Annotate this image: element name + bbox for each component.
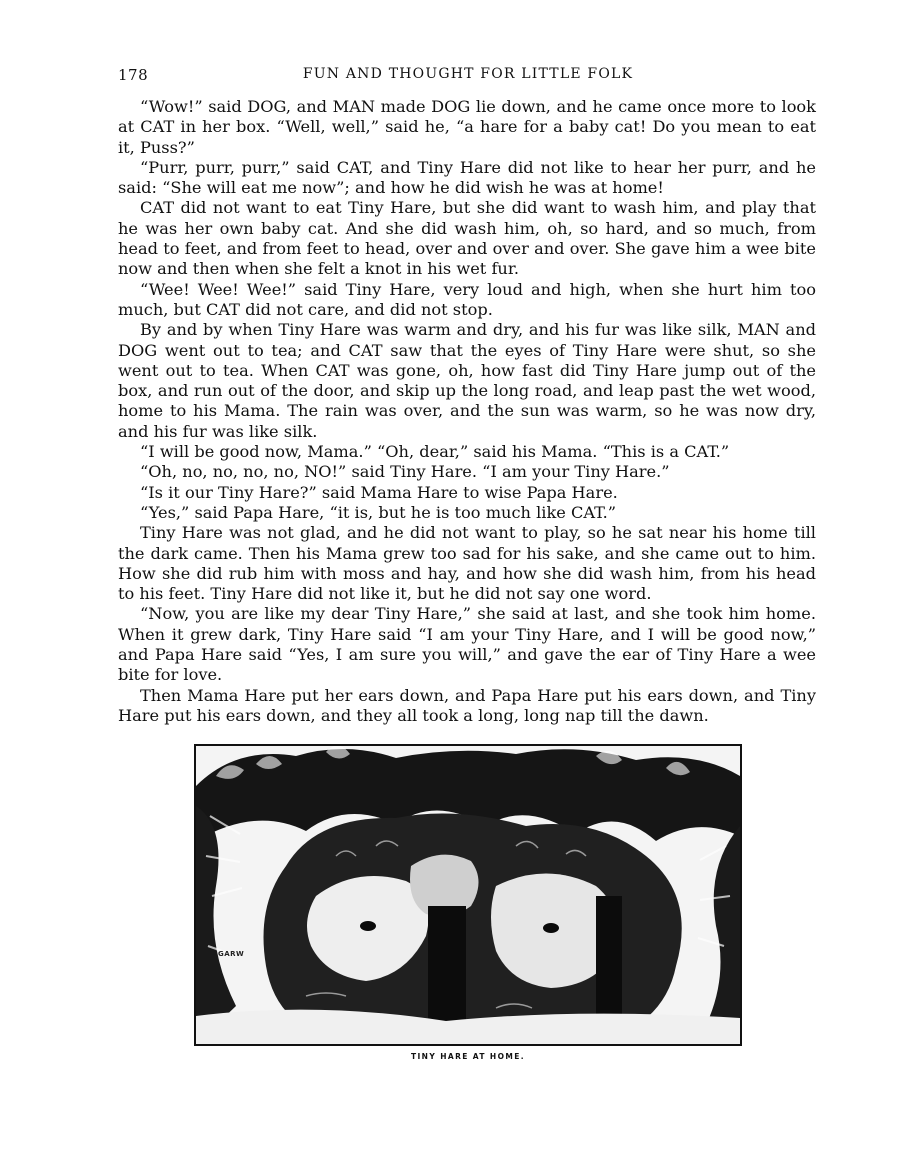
- page-header: [118, 66, 818, 88]
- paragraph: By and by when Tiny Hare was warm and dry, and his fur was like silk, MAN and DOG went out to tea; and CAT saw that the eyes of Tiny Hare were shut, so she went out to tea. When CAT was gone, oh, how fast did Tiny Hare jump out of the box, and run out of the door, and skip up the long road, and leap past the wet wood, home to his Mama. The rain was over, and the sun was warm, so he was now dry, and his fur was like silk.: [118, 320, 816, 441]
- paragraph: “Wee! Wee! Wee!” said Tiny Hare, very loud and high, when she hurt him too much, but CAT did not care, and did not stop.: [118, 279, 816, 319]
- illustration-frame: [194, 744, 742, 1046]
- paragraph: “I will be good now, Mama.” “Oh, dear,” said his Mama. “This is a CAT.”: [140, 442, 730, 462]
- story-text: [118, 97, 816, 726]
- hare-family-illustration: [196, 746, 740, 1044]
- paragraph: “Purr, purr, purr,” said CAT, and Tiny Hare did not like to hear her purr, and he said: “She will eat me now”; and how he did wish he was at home!: [118, 157, 816, 198]
- running-title: FUN AND THOUGHT FOR LITTLE FOLK: [302, 66, 634, 82]
- paragraph: “Oh, no, no, no, no, NO!” said Tiny Hare. “I am your Tiny Hare.”: [140, 462, 670, 482]
- page-number: 178: [118, 66, 149, 84]
- paragraph: “Is it our Tiny Hare?” said Mama Hare to wise Papa Hare.: [140, 482, 618, 502]
- artist-signature: GARW: [218, 950, 245, 958]
- paragraph: Then Mama Hare put her ears down, and Papa Hare put his ears down, and Tiny Hare put his ears down, and they all took a long, long nap till the dawn.: [118, 685, 816, 725]
- paragraph: CAT did not want to eat Tiny Hare, but she did want to wash him, and play that he was her own baby cat. And she did wash him, oh, so hard, and so much, from head to feet, and from feet to head, over and over and over. She gave him a wee bite now and then when she felt a knot in his wet fur.: [118, 198, 816, 279]
- figure-caption: TINY HARE AT HOME.: [410, 1052, 526, 1061]
- paragraph: “Wow!” said DOG, and MAN made DOG lie down, and he came once more to look at CAT in her box. “Well, well,” said he, “a hare for a baby cat! Do you mean to eat it, Puss?”: [118, 97, 816, 157]
- paragraph: “Now, you are like my dear Tiny Hare,” she said at last, and she took him home. When it grew dark, Tiny Hare said “I am your Tiny Hare, and I will be good now,” and Papa Hare said “Yes, I am sure you will,” and gave the ear of Tiny Hare a wee bite for love.: [118, 604, 816, 685]
- paragraph: Tiny Hare was not glad, and he did not want to play, so he sat near his home till the dark came. Then his Mama grew too sad for his sake, and she came out to him. How she did rub him with moss and hay, and how she did wash him, from his head to his feet. Tiny Hare did not like it, but he did not say one word.: [118, 523, 816, 604]
- paragraph: “Yes,” said Papa Hare, “it is, but he is too much like CAT.”: [140, 502, 617, 522]
